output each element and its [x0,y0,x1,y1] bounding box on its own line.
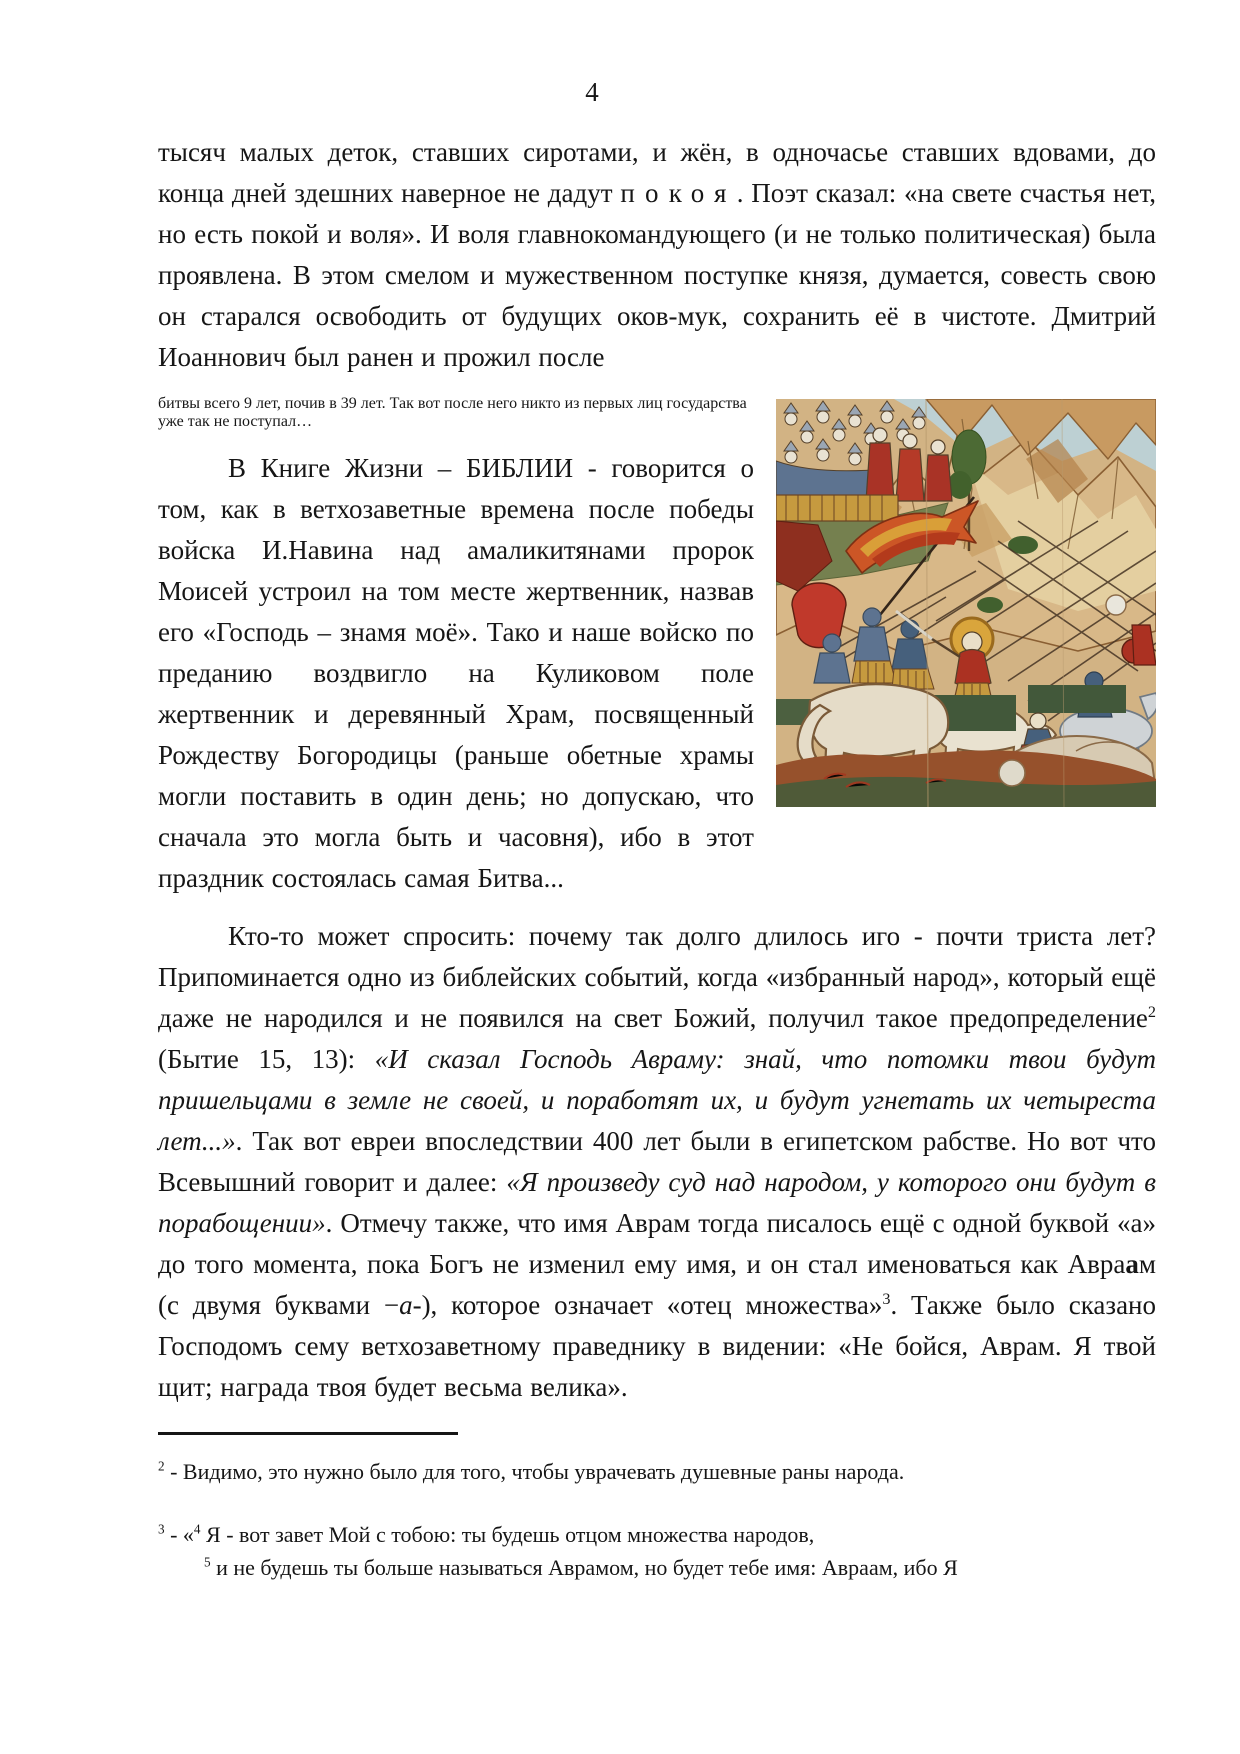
paragraph-igo: Кто-то может спросить: почему так долго длилось иго - почти триста лет? Припоминается одно из библейских событий, когда «избранный народ», который ещё даже не народился и не появился на свет Божий, получил такое предопределение$^2$ (Бытие 15, 13): «И сказал Господь Авраму: знай, что потомки твои будут пришельцами в земле не своей, и поработят их, и будут угнетать их четыреста лет...». Так вот евреи впоследствии 400 лет были в египетском рабстве. Но вот что Всевышний говорит и далее: «Я произведу суд над народом, у которого они будут в порабощении». Отмечу также, что имя Аврам тогда писалось ещё с одной буквой «а» до того момента, пока Богъ не изменил ему имя, и он стал именоваться как Авраам (с двумя буквами −а-), которое означает «отец множества»$^3$. Также было сказано Господомъ сему ветхозаветному праведнику в видении: «Не бойся, Аврам. Я твой щит; награда твоя будет весьма велика». [158,921,1156,1402]
footnote-separator [158,1432,458,1435]
body-text [158,132,1156,1408]
footnote-3-line-1: $^3$ - «$^4$ Я - вот завет Мой с тобою: ты будешь отцом множества народов, [158,1521,815,1547]
footnote-3-line-2: $^5$ и не будешь ты больше называться Аврамом, но будет тебе имя: Авраам, ибо Я [204,1554,958,1580]
footnote-3 [158,1518,1156,1584]
footnotes-section [158,1432,1156,1584]
paragraph-1-continuation: битвы всего 9 лет, почив в 39 лет. Так вот после него никто из первых лиц государства уже так не поступал… [158,395,747,430]
paragraph-1-start: тысяч малых деток, ставших сиротами, и жён, в одночасье ставших вдовами, до конца дней здешних наверное не дадут покоя. Поэт сказал: «на свете счастья нет, но есть покой и воля». И воля главнокомандующего (и не только политическая) была проявлена. В этом смелом и мужественном поступке князя, думается, совесть свою он старался освободить от будущих оков-мук, сохранить её в чистоте. Дмитрий Иоаннович был ранен и прожил после [158,137,1156,372]
battle-miniature-image [776,399,1156,807]
footnote-2: $^2$ - Видимо, это нужно было для того, чтобы уврачевать душевные раны народа. [158,1458,905,1484]
paragraph-bible: В Книге Жизни – БИБЛИИ - говорится о том, как в ветхозаветные времена после победы войска И.Навина над амаликитянами пророк Моисей устроил на том месте жертвенник, назвав его «Господь – знамя моё». Тако и наше войско по преданию воздвигло на Куликовом поле жертвенник и деревянный Храм, посвященный Рождеству Богородицы (раньше обетные храмы могли поставить в один день; но допускаю, что сначала это могла быть и часовня), ибо в этот праздник состоялась самая Битва... [158,453,754,893]
kulikovo-battle-miniature-svg [776,399,1156,807]
paragraph-kulikovo [158,132,1156,378]
page-number: 4 [585,77,599,107]
